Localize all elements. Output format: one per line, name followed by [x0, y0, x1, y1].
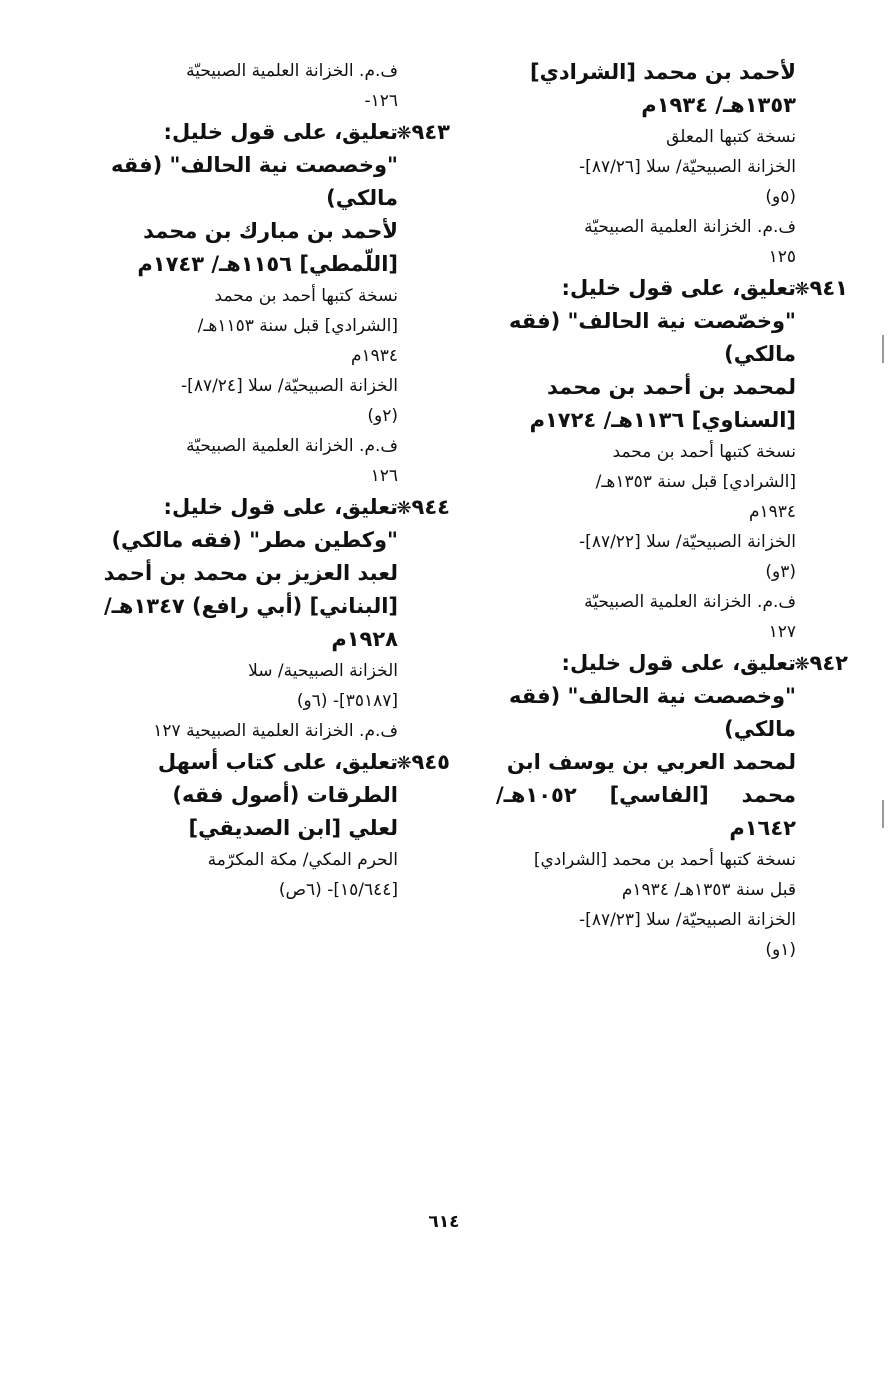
- entry-title: تعليق، على قول خليل:: [561, 276, 796, 300]
- scan-edge-mark: [882, 335, 884, 363]
- entry-number-value: ٩٤٤: [411, 495, 450, 519]
- asterism-icon: ❋: [794, 654, 810, 675]
- entry-text: [٣٥١٨٧]- (٦و): [296, 691, 398, 711]
- entry-text: ١٩٣٤م: [748, 502, 796, 522]
- entry-text-bold: لمحمد العربي بن يوسف ابن: [506, 750, 796, 774]
- entry-text: (٢و): [367, 406, 398, 426]
- entry-text-bold: مالكي): [724, 717, 796, 741]
- entry-text: الخزانة الصبيحيّة/ سلا [٨٧/٢٣]-: [579, 910, 796, 930]
- entry-text: ١٢٧: [768, 622, 796, 642]
- entry-heading: [98, 491, 450, 524]
- entry-text: الخزانة الصبيحيّة/ سلا [٨٧/٢٤]-: [181, 376, 398, 396]
- entry-text: ف.م. الخزانة العلمية الصبيحيّة: [186, 61, 398, 81]
- entry-text: نسخة كتبها المعلق: [666, 127, 796, 147]
- entry-text-bold: "وكطين مطر" (فقه مالكي): [111, 528, 398, 552]
- entry-title: تعليق، على قول خليل:: [163, 120, 398, 144]
- entry-text: [الشرادي] قبل سنة ١٣٥٣هـ/: [595, 472, 796, 492]
- entry-text-bold: مالكي): [724, 342, 796, 366]
- entry-number: [396, 116, 450, 150]
- entry-number-value: ٩٤٥: [411, 750, 450, 774]
- entry-text-bold: [اللّمطي] ١١٥٦هـ/ ١٧٤٣م: [137, 252, 398, 276]
- entry-number-value: ٩٤٢: [809, 651, 848, 675]
- entry-text: قبل سنة ١٣٥٣هـ/ ١٩٣٤م: [621, 880, 796, 900]
- entry-text: ١٢٥: [768, 247, 796, 267]
- entry-text-bold: ١٣٥٣هـ/ ١٩٣٤م: [641, 93, 796, 117]
- page-number: ٦١٤: [428, 1212, 460, 1232]
- entry-text-bold: "وخصّصت نية الحالف" (فقه: [508, 309, 796, 333]
- entry-text-bold: لعلي [ابن الصديقي]: [188, 816, 398, 840]
- entry-text: [الشرادي] قبل سنة ١١٥٣هـ/: [197, 316, 398, 336]
- entry-title: تعليق، على قول خليل:: [561, 651, 796, 675]
- entry-text: (٣و): [765, 562, 796, 582]
- entry-text: ف.م. الخزانة العلمية الصبيحيّة: [584, 217, 796, 237]
- entry-text: الخزانة الصبيحيّة/ سلا [٨٧/٢٦]-: [579, 157, 796, 177]
- left-column: [98, 56, 450, 905]
- entry-text-bold: [السناوي] ١١٣٦هـ/ ١٧٢٤م: [529, 408, 796, 432]
- entry-text-bold: لعبد العزيز بن محمد بن أحمد: [103, 561, 398, 585]
- entry-text-bold: ١٩٢٨م: [331, 627, 398, 651]
- entry-text-bold: "وخصصت نية الحالف" (فقه: [508, 684, 796, 708]
- entry-text: ١٩٣٤م: [350, 346, 398, 366]
- entry-text: ف.م. الخزانة العلمية الصبيحيّة: [186, 436, 398, 456]
- entry-text: [١٥/٦٤٤]- (٦ص): [278, 880, 398, 900]
- entry-text: ١٢٦-: [364, 91, 398, 111]
- entry-heading: [98, 746, 450, 779]
- entry-text: ف.م. الخزانة العلمية الصبيحيّة: [584, 592, 796, 612]
- entry-text-bold: لأحمد بن محمد [الشرادي]: [530, 60, 796, 84]
- entry-heading: [496, 272, 848, 305]
- entry-heading: [496, 647, 848, 680]
- entry-text-bold: "وخصصت نية الحالف" (فقه: [110, 153, 398, 177]
- asterism-icon: ❋: [396, 123, 412, 144]
- entry-title: تعليق، على كتاب أسهل: [157, 750, 398, 774]
- entry-text-bold: لمحمد بن أحمد بن محمد: [546, 375, 796, 399]
- entry-text: ف.م. الخزانة العلمية الصبيحية ١٢٧: [153, 721, 398, 741]
- entry-number: [794, 647, 848, 681]
- entry-text-bold: مالكي): [326, 186, 398, 210]
- entry-text-bold: الطرقات (أصول فقه): [172, 783, 398, 807]
- entry-title: تعليق، على قول خليل:: [163, 495, 398, 519]
- entry-text-bold: [البناني] (أبي رافع) ١٣٤٧هـ/: [104, 594, 398, 618]
- entry-text-bold: محمد [الفاسي] ١٠٥٢هـ/ ١٦٤٢م: [496, 783, 796, 840]
- entry-heading: [98, 116, 450, 149]
- entry-number-value: ٩٤٣: [411, 120, 450, 144]
- asterism-icon: ❋: [396, 753, 412, 774]
- asterism-icon: ❋: [396, 498, 412, 519]
- entry-text: (٥و): [765, 187, 796, 207]
- entry-number-value: ٩٤١: [809, 276, 848, 300]
- entry-text: الخزانة الصبيحية/ سلا: [248, 661, 398, 681]
- entry-number: [794, 272, 848, 306]
- right-column: [496, 56, 848, 965]
- asterism-icon: ❋: [794, 279, 810, 300]
- entry-text: الحرم المكي/ مكة المكرّمة: [207, 850, 398, 870]
- entry-text: نسخة كتبها أحمد بن محمد: [612, 442, 796, 462]
- entry-text: نسخة كتبها أحمد بن محمد: [214, 286, 398, 306]
- entry-text: نسخة كتبها أحمد بن محمد [الشرادي]: [533, 850, 796, 870]
- entry-text-bold: لأحمد بن مبارك بن محمد: [143, 219, 398, 243]
- scan-edge-mark: [882, 800, 884, 828]
- entry-text: (١و): [765, 940, 796, 960]
- entry-number: [396, 746, 450, 780]
- entry-number: [396, 491, 450, 525]
- entry-text: ١٢٦: [370, 466, 398, 486]
- entry-text: الخزانة الصبيحيّة/ سلا [٨٧/٢٢]-: [579, 532, 796, 552]
